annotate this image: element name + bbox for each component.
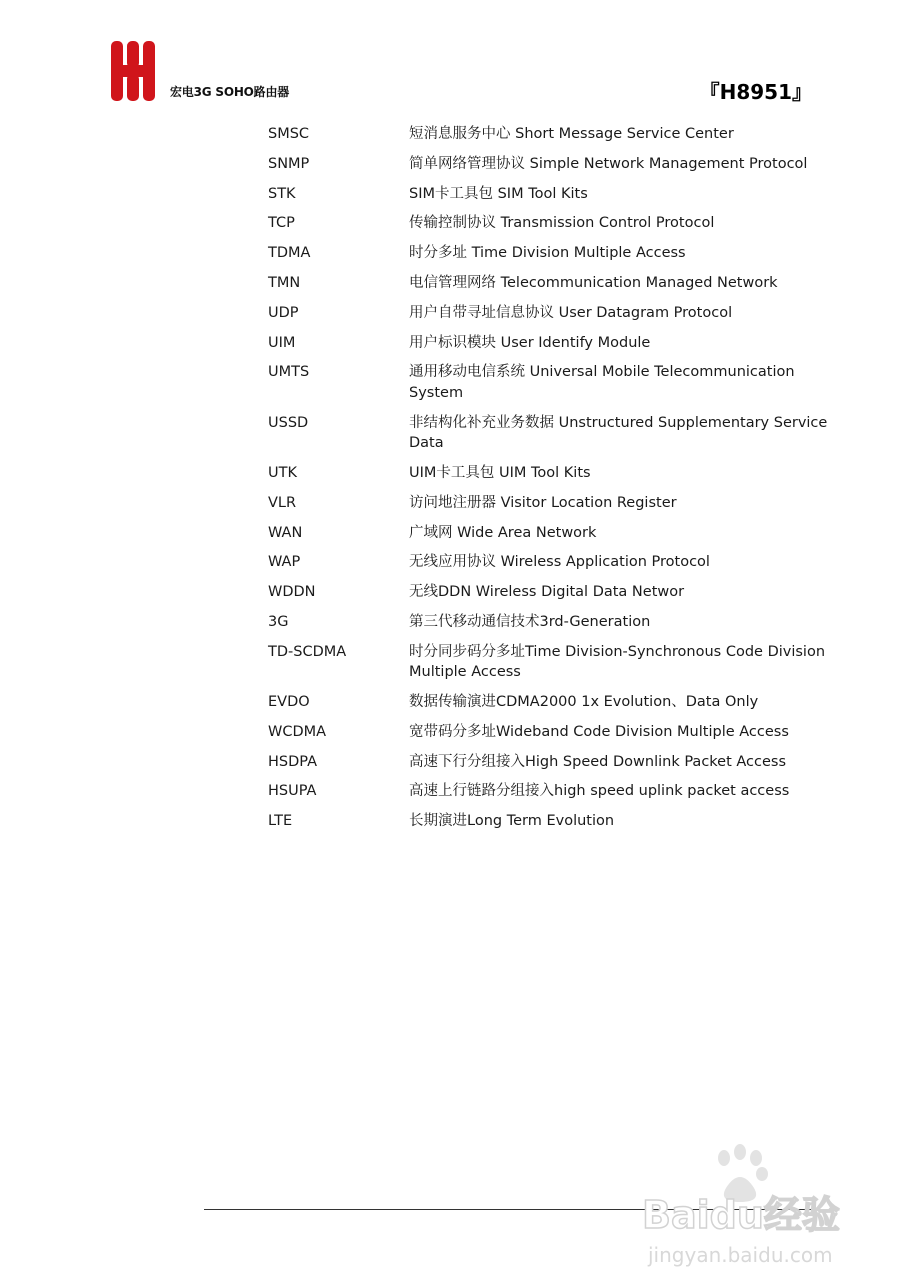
glossary-row <box>268 124 828 145</box>
term-description: 无线应用协议 Wireless Application Protocol <box>409 554 710 571</box>
term-abbreviation: TCP <box>268 215 295 232</box>
term-description: 电信管理网络 Telecommunication Managed Network <box>409 274 778 291</box>
glossary-row <box>268 781 828 802</box>
glossary-row <box>268 463 828 484</box>
term-abbreviation: SMSC <box>268 126 310 142</box>
term-abbreviation: HSDPA <box>268 753 318 770</box>
term-abbreviation: SNMP <box>268 155 310 172</box>
glossary-row <box>268 811 828 832</box>
glossary-row <box>268 582 828 603</box>
term-description: SIM卡工具包 SIM Tool Kits <box>409 185 588 202</box>
term-description: UIM卡工具包 UIM Tool Kits <box>409 464 591 481</box>
company-logo-icon <box>108 38 158 104</box>
brand-name: 宏电3G SOHO路由器 <box>170 85 290 99</box>
term-abbreviation: WDDN <box>268 584 316 601</box>
glossary-row <box>268 493 828 514</box>
term-description: 高速下行分组接入High Speed Downlink Packet Access <box>409 753 787 770</box>
model-label: 『H8951』 <box>699 80 812 104</box>
term-abbreviation: UDP <box>268 304 299 321</box>
term-description: 数据传输演进CDMA2000 1x Evolution、Data Only <box>409 694 759 711</box>
term-description: 时分多址 Time Division Multiple Access <box>409 245 686 262</box>
term-abbreviation: UTK <box>268 464 297 481</box>
glossary-row <box>268 333 828 354</box>
term-description: 传输控制协议 Transmission Control Protocol <box>409 215 715 232</box>
glossary-row <box>268 692 828 713</box>
term-description: 简单网络管理协议 Simple Network Management Protocol <box>409 155 808 172</box>
term-description: 第三代移动通信技术3rd-Generation <box>409 613 651 630</box>
term-abbreviation: TDMA <box>268 245 311 262</box>
glossary-row <box>268 722 828 743</box>
term-abbreviation: WAN <box>268 524 303 541</box>
term-abbreviation: WCDMA <box>268 723 327 740</box>
term-description: 通用移动电信系统 Universal Mobile Telecommunication System <box>409 364 795 401</box>
glossary-row <box>268 612 828 633</box>
term-description: 用户自带寻址信息协议 User Datagram Protocol <box>409 304 733 321</box>
term-description: 高速上行链路分组接入high speed uplink packet access <box>409 783 790 800</box>
term-abbreviation: 3G <box>268 613 289 630</box>
term-description: 访问地注册器 Visitor Location Register <box>409 494 677 511</box>
glossary-row <box>268 213 828 234</box>
term-abbreviation: STK <box>268 185 296 202</box>
glossary-row <box>268 273 828 294</box>
term-description: 宽带码分多址Wideband Code Division Multiple Access <box>409 723 789 740</box>
term-abbreviation: VLR <box>268 494 297 511</box>
term-abbreviation: UMTS <box>268 364 310 381</box>
term-abbreviation: HSUPA <box>268 783 317 800</box>
watermark-url: jingyan.baidu.com <box>648 1243 833 1267</box>
term-abbreviation: WAP <box>268 554 301 571</box>
watermark-title: Baidu经验 <box>642 1193 840 1237</box>
glossary-row <box>268 413 828 454</box>
term-abbreviation: USSD <box>268 414 309 431</box>
term-abbreviation: EVDO <box>268 694 310 711</box>
term-description: 短消息服务中心 Short Message Service Center <box>409 126 734 142</box>
glossary-row <box>268 642 828 683</box>
glossary-row <box>268 184 828 205</box>
glossary-row <box>268 362 828 403</box>
term-abbreviation: TD-SCDMA <box>268 643 347 660</box>
term-abbreviation: TMN <box>268 274 301 291</box>
term-description: 长期演进Long Term Evolution <box>409 813 615 830</box>
baidu-watermark-icon <box>640 1140 860 1270</box>
term-description: 非结构化补充业务数据 Unstructured Supplementary Service Data <box>409 414 828 452</box>
glossary-row <box>268 523 828 544</box>
term-description: 无线DDN Wireless Digital Data Networ <box>409 584 685 601</box>
term-description: 广域网 Wide Area Network <box>409 524 597 541</box>
glossary-row <box>268 243 828 264</box>
term-description: 用户标识模块 User Identify Module <box>409 334 651 351</box>
glossary-row <box>268 752 828 773</box>
glossary-row <box>268 552 828 573</box>
glossary-row <box>268 154 828 175</box>
term-description: 时分同步码分多址Time Division-Synchronous Code Division Multiple Access <box>409 643 826 681</box>
glossary-row <box>268 303 828 324</box>
term-abbreviation: UIM <box>268 334 296 351</box>
glossary-list <box>268 124 828 841</box>
term-abbreviation: LTE <box>268 813 293 830</box>
